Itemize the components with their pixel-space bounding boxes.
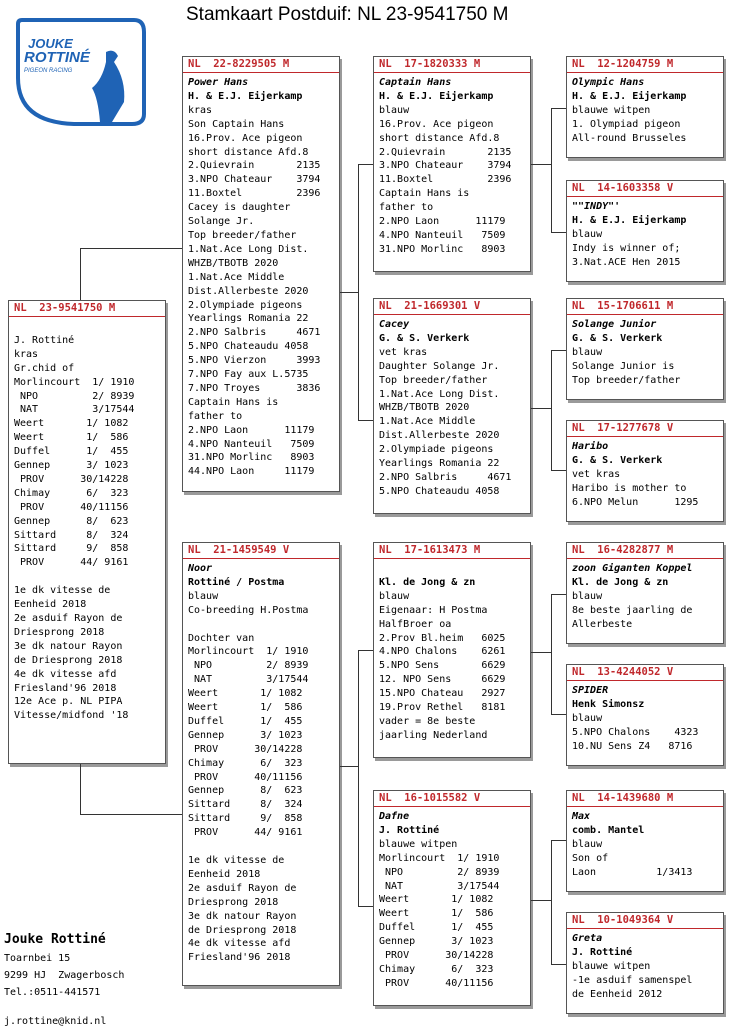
card-line: Eenheid 2018 <box>14 599 87 611</box>
card-line: Solange Jr. <box>188 216 255 228</box>
breeder-name: G. & S. Verkerk <box>379 332 470 344</box>
card-line: NPO 2/ 8939 <box>14 390 135 402</box>
card-line: NAT 3/17544 <box>188 674 309 686</box>
card-line: 3.Nat.ACE Hen 2015 <box>572 256 681 268</box>
card-line: NPO 2/ 8939 <box>188 660 309 672</box>
owner-block <box>4 930 124 1030</box>
card-line: Gr.chid of <box>14 362 75 374</box>
card-line: HalfBroer oa <box>379 618 452 630</box>
card-line: 5.NPO Chateaudu 4058 <box>379 485 500 497</box>
card-line: 2.NPO Salbris 4671 <box>188 327 321 339</box>
card-mm <box>373 790 531 1006</box>
card-line: Captain Hans is <box>188 396 279 408</box>
card-line: 2e asduif Rayon de <box>188 882 297 894</box>
card-ffm <box>566 180 724 282</box>
card-line: -1e asduif samenspel <box>572 974 693 986</box>
connector-line <box>551 840 552 964</box>
logo-line3: PIGEON RACING <box>24 68 73 74</box>
card-line: Duffel 1/ 455 <box>188 715 303 727</box>
ring-number: NL 13-4244052 V <box>567 665 723 681</box>
breeder-name: H. & E.J. Eijerkamp <box>188 90 303 102</box>
card-line: Top breeder/father <box>572 374 681 386</box>
card-line: 1e dk vitesse de <box>14 585 111 597</box>
card-line: PROV 44/ 9161 <box>188 827 303 839</box>
card-line: Chimay 6/ 323 <box>188 757 303 769</box>
pigeon-name: SPIDER <box>572 685 609 696</box>
card-line: Captain Hans is <box>379 188 470 200</box>
card-line: jaarling Nederland <box>379 729 488 741</box>
card-line: 31.NPO Morlinc 8903 <box>188 452 315 464</box>
card-line: 19.Prov Rethel 8181 <box>379 702 506 714</box>
card-line: 5.NPO Chalons 4323 <box>572 726 699 738</box>
breeder-name: Kl. de Jong & zn <box>572 576 669 588</box>
card-line: 2.Olympiade pigeons <box>188 299 303 311</box>
card-father <box>182 56 340 492</box>
card-line: 16.Prov. Ace pigeon <box>188 132 303 144</box>
owner-address: Toarnbei 15 <box>4 953 71 964</box>
card-line: Allerbeste <box>572 618 633 630</box>
card-fmf <box>566 298 724 400</box>
card-line: Son of <box>572 852 609 864</box>
connector-line <box>551 594 552 714</box>
card-line: blauw <box>379 590 410 602</box>
pigeon-name <box>379 562 526 576</box>
card-mfm <box>566 664 724 766</box>
card-line: Top breeder/father <box>379 374 488 386</box>
card-line: 2.Prov Bl.heim 6025 <box>379 632 506 644</box>
ring-number: NL 10-1049364 V <box>567 913 723 929</box>
card-line: 1. Olympiad pigeon <box>572 118 681 130</box>
ring-number: NL 14-1439680 M <box>567 791 723 807</box>
ring-number: NL 12-1204759 M <box>567 57 723 73</box>
card-line: 5.NPO Chateaudu 4058 <box>188 341 309 353</box>
card-line: Yearlings Romania 22 <box>188 313 309 325</box>
breeder-name: Henk Simonsz <box>572 698 645 710</box>
card-line: kras <box>188 104 213 116</box>
card-ff <box>373 56 531 272</box>
pigeon-name: ""INDY"' <box>572 201 621 212</box>
card-line: 2.Olympiade pigeons <box>379 444 494 456</box>
card-line: Sittard 9/ 858 <box>188 813 303 825</box>
connector-line <box>358 906 373 907</box>
card-line: vader = 8e beste <box>379 715 476 727</box>
card-line <box>188 618 335 632</box>
card-line: J. Rottiné <box>14 334 75 346</box>
pigeon-name: Cacey <box>379 319 410 330</box>
pigeon-name: Noor <box>188 563 213 574</box>
connector-line <box>551 964 566 965</box>
card-line: 2.NPO Laon 11179 <box>188 424 315 436</box>
connector-line <box>358 420 373 421</box>
card-line: Gennep 8/ 623 <box>188 785 303 797</box>
page-title: Stamkaart Postduif: NL 23-9541750 M <box>186 4 509 25</box>
connector-line <box>551 232 566 233</box>
owner-phone: Tel.:0511-441571 <box>4 987 101 998</box>
card-line: 1.Nat.Ace Long Dist. <box>379 388 500 400</box>
card-line: Weert 1/ 1082 <box>188 688 303 700</box>
card-line: Duffel 1/ 455 <box>14 446 129 458</box>
card-line: Sittard 9/ 858 <box>14 543 129 555</box>
breeder-name: Kl. de Jong & zn <box>379 576 476 588</box>
card-line: de Eenheid 2012 <box>572 988 663 1000</box>
ring-number: NL 16-4282877 M <box>567 543 723 559</box>
card-line: 2.Quievrain 2135 <box>188 160 321 172</box>
owner-email[interactable]: j.rottine@knid.nl <box>4 1016 107 1027</box>
connector-line <box>80 764 81 814</box>
connector-line <box>358 164 359 420</box>
card-line: blauw <box>572 346 603 358</box>
card-line: Gennep 3/ 1023 <box>379 936 494 948</box>
card-line: 4.NPO Nanteuil 7509 <box>188 438 315 450</box>
logo <box>14 18 148 126</box>
card-line: PROV 40/11156 <box>14 501 129 513</box>
card-line: blauwe witpen <box>379 838 458 850</box>
ring-number: NL 14-1603358 V <box>567 181 723 197</box>
card-line: Driesprong 2018 <box>188 896 279 908</box>
pigeon-name: Solange Junior <box>572 319 657 330</box>
card-line: NAT 3/17544 <box>14 404 135 416</box>
card-line: 4e dk vitesse afd <box>188 938 291 950</box>
card-subject <box>8 300 166 764</box>
card-line: 7.NPO Troyes 3836 <box>188 382 321 394</box>
card-line: Yearlings Romania 22 <box>379 458 500 470</box>
pigeon-name: Captain Hans <box>379 77 452 88</box>
card-line: Duffel 1/ 455 <box>379 922 494 934</box>
ring-number: NL 21-1669301 V <box>374 299 530 315</box>
card-line: Dist.Allerbeste 2020 <box>188 285 309 297</box>
connector-line <box>358 650 373 651</box>
connector-line <box>551 840 566 841</box>
card-line: 31.NPO Morlinc 8903 <box>379 243 506 255</box>
card-line: blauwe witpen <box>572 960 651 972</box>
card-line: Daughter Solange Jr. <box>379 360 500 372</box>
card-line: 16.Prov. Ace pigeon <box>379 118 494 130</box>
connector-line <box>551 594 566 595</box>
card-line: 6.NPO Melun 1295 <box>572 496 699 508</box>
connector-line <box>551 108 566 109</box>
card-mother <box>182 542 340 986</box>
card-line: vet kras <box>379 346 428 358</box>
pigeon-name: Dafne <box>379 811 410 822</box>
card-line: Indy is winner of; <box>572 242 681 254</box>
card-line: 2.Quievrain 2135 <box>379 146 512 158</box>
card-line: father to <box>188 410 243 422</box>
card-line: 8e beste jaarling de <box>572 604 693 616</box>
breeder-name: G. & S. Verkerk <box>572 454 663 466</box>
card-line: kras <box>14 348 39 360</box>
card-line: father to <box>379 202 434 214</box>
logo-line2: ROTTINÉ <box>24 49 90 66</box>
card-line: PROV 30/14228 <box>188 743 303 755</box>
card-line: PROV 30/14228 <box>379 950 494 962</box>
card-line: 11.Boxtel 2396 <box>379 174 512 186</box>
card-line: Morlincourt 1/ 1910 <box>14 376 135 388</box>
card-line: 3.NPO Chateaur 3794 <box>188 174 321 186</box>
card-line: 15.NPO Chateau 2927 <box>379 688 506 700</box>
card-line: blauwe witpen <box>572 104 651 116</box>
card-line: 3.NPO Chateaur 3794 <box>379 160 512 172</box>
card-line: Chimay 6/ 323 <box>14 487 129 499</box>
card-line: Morlincourt 1/ 1910 <box>188 646 309 658</box>
card-line: Eigenaar: H Postma <box>379 604 488 616</box>
card-line: Dist.Allerbeste 2020 <box>379 430 500 442</box>
card-line: 4.NPO Nanteuil 7509 <box>379 229 506 241</box>
card-line: Laon 1/3413 <box>572 866 693 878</box>
card-line: Friesland'96 2018 <box>188 952 291 964</box>
connector-line <box>531 408 551 409</box>
card-line: PROV 40/11156 <box>379 977 494 989</box>
card-line: blauw <box>379 104 410 116</box>
card-line: Gennep 8/ 623 <box>14 515 129 527</box>
card-line: Weert 1/ 1082 <box>379 894 494 906</box>
connector-line <box>80 248 81 300</box>
card-line: 2.NPO Salbris 4671 <box>379 471 512 483</box>
owner-name: Jouke Rottiné <box>4 932 106 947</box>
card-line: Driesprong 2018 <box>14 626 105 638</box>
pigeon-name: Haribo <box>572 441 609 452</box>
card-fff <box>566 56 724 158</box>
card-line: Vitesse/midfond '18 <box>14 710 129 722</box>
ring-number: NL 23-9541750 M <box>9 301 165 317</box>
card-line: 11.Boxtel 2396 <box>188 188 321 200</box>
card-line: Gennep 3/ 1023 <box>14 460 129 472</box>
card-line: 4.NPO Chalons 6261 <box>379 646 506 658</box>
connector-line <box>531 900 551 901</box>
card-line: Morlincourt 1/ 1910 <box>379 852 500 864</box>
card-line: 4e dk vitesse afd <box>14 668 117 680</box>
card-line: short distance Afd.8 <box>379 132 500 144</box>
card-line: Weert 1/ 586 <box>14 432 129 444</box>
card-line: WHZB/TBOTB 2020 <box>379 402 470 414</box>
card-line <box>14 570 161 584</box>
ring-number: NL 17-1820333 M <box>374 57 530 73</box>
connector-line <box>340 292 358 293</box>
card-line: PROV 44/ 9161 <box>14 557 129 569</box>
card-line: 5.NPO Sens 6629 <box>379 660 506 672</box>
card-line <box>188 840 335 854</box>
breeder-name: H. & E.J. Eijerkamp <box>572 90 687 102</box>
card-line: Weert 1/ 1082 <box>14 418 129 430</box>
card-line: Son Captain Hans <box>188 118 285 130</box>
breeder-name: J. Rottiné <box>572 946 633 958</box>
ring-number: NL 22-8229505 M <box>183 57 339 73</box>
card-line: 2.NPO Laon 11179 <box>379 216 506 228</box>
card-line: WHZB/TBOTB 2020 <box>188 257 279 269</box>
card-line: NAT 3/17544 <box>379 880 500 892</box>
card-line: Weert 1/ 586 <box>188 702 303 714</box>
connector-line <box>80 814 182 815</box>
connector-line <box>340 766 358 767</box>
ring-number: NL 21-1459549 V <box>183 543 339 559</box>
connector-line <box>531 164 551 165</box>
card-line: Chimay 6/ 323 <box>379 963 494 975</box>
card-line: blauw <box>188 590 219 602</box>
pigeon-name: Max <box>572 811 591 822</box>
card-line: Dochter van <box>188 632 255 644</box>
connector-line <box>358 650 359 906</box>
card-fmm <box>566 420 724 522</box>
card-line: NPO 2/ 8939 <box>379 866 500 878</box>
ring-number: NL 17-1277678 V <box>567 421 723 437</box>
card-line: 1.Nat.Ace Long Dist. <box>188 243 309 255</box>
card-line <box>14 320 161 334</box>
owner-city: 9299 HJ Zwagerbosch <box>4 970 125 981</box>
card-mmm <box>566 912 724 1014</box>
connector-line <box>551 108 552 232</box>
card-line: blauw <box>572 712 603 724</box>
pigeon-name: Power Hans <box>188 77 249 88</box>
card-line: blauw <box>572 838 603 850</box>
card-line: 12. NPO Sens 6629 <box>379 674 506 686</box>
card-line: Weert 1/ 586 <box>379 908 494 920</box>
card-mf <box>373 542 531 758</box>
pigeon-name: zoon Giganten Koppel <box>572 563 693 574</box>
connector-line <box>551 350 566 351</box>
card-line: PROV 30/14228 <box>14 473 129 485</box>
breeder-name: H. & E.J. Eijerkamp <box>379 90 494 102</box>
logo-line1: JOUKE <box>28 36 73 51</box>
card-line: Cacey is daughter <box>188 202 291 214</box>
connector-line <box>551 470 566 471</box>
card-fm <box>373 298 531 514</box>
card-line: 3e dk natour Rayon <box>14 640 123 652</box>
card-line: 10.NU Sens Z4 8716 <box>572 740 693 752</box>
connector-line <box>80 248 182 249</box>
card-line: 3e dk natour Rayon <box>188 910 297 922</box>
breeder-name: Rottiné / Postma <box>188 576 285 588</box>
ring-number: NL 16-1015582 V <box>374 791 530 807</box>
card-line: 44.NPO Laon 11179 <box>188 466 315 478</box>
connector-line <box>358 164 373 165</box>
card-line: Sittard 8/ 324 <box>14 529 129 541</box>
connector-line <box>531 652 551 653</box>
card-line: blauw <box>572 228 603 240</box>
card-line: 1.Nat.Ace Middle <box>379 416 476 428</box>
card-line: Co-breeding H.Postma <box>188 604 309 616</box>
breeder-name: G. & S. Verkerk <box>572 332 663 344</box>
card-line: Friesland'96 2018 <box>14 682 117 694</box>
breeder-name: comb. Mantel <box>572 824 645 836</box>
card-mff <box>566 542 724 644</box>
connector-line <box>551 350 552 470</box>
card-line: Eenheid 2018 <box>188 868 261 880</box>
card-line: Haribo is mother to <box>572 482 687 494</box>
card-line: 1.Nat.Ace Middle <box>188 271 285 283</box>
card-line: Solange Junior is <box>572 360 675 372</box>
card-line: Top breeder/father <box>188 229 297 241</box>
connector-line <box>551 714 566 715</box>
breeder-name: J. Rottiné <box>379 824 440 836</box>
card-line: blauw <box>572 590 603 602</box>
card-line: de Driesprong 2018 <box>188 924 297 936</box>
card-line: Gennep 3/ 1023 <box>188 729 303 741</box>
card-line: short distance Afd.8 <box>188 146 309 158</box>
card-line: PROV 40/11156 <box>188 771 303 783</box>
card-line: 5.NPO Vierzon 3993 <box>188 355 321 367</box>
card-line: 7.NPO Fay aux L.5735 <box>188 369 309 381</box>
ring-number: NL 17-1613473 M <box>374 543 530 559</box>
pigeon-name: Greta <box>572 933 603 944</box>
breeder-name: H. & E.J. Eijerkamp <box>572 214 687 226</box>
ring-number: NL 15-1706611 M <box>567 299 723 315</box>
card-line: 2e asduif Rayon de <box>14 613 123 624</box>
card-line: vet kras <box>572 468 621 480</box>
card-line: Sittard 8/ 324 <box>188 799 303 811</box>
card-line: 12e Ace p. NL PIPA <box>14 696 123 708</box>
card-line: All-round Brusseles <box>572 132 687 144</box>
card-line: 1e dk vitesse de <box>188 855 285 866</box>
card-line: de Driesprong 2018 <box>14 654 123 666</box>
pigeon-name: Olympic Hans <box>572 77 645 88</box>
card-mmf <box>566 790 724 892</box>
